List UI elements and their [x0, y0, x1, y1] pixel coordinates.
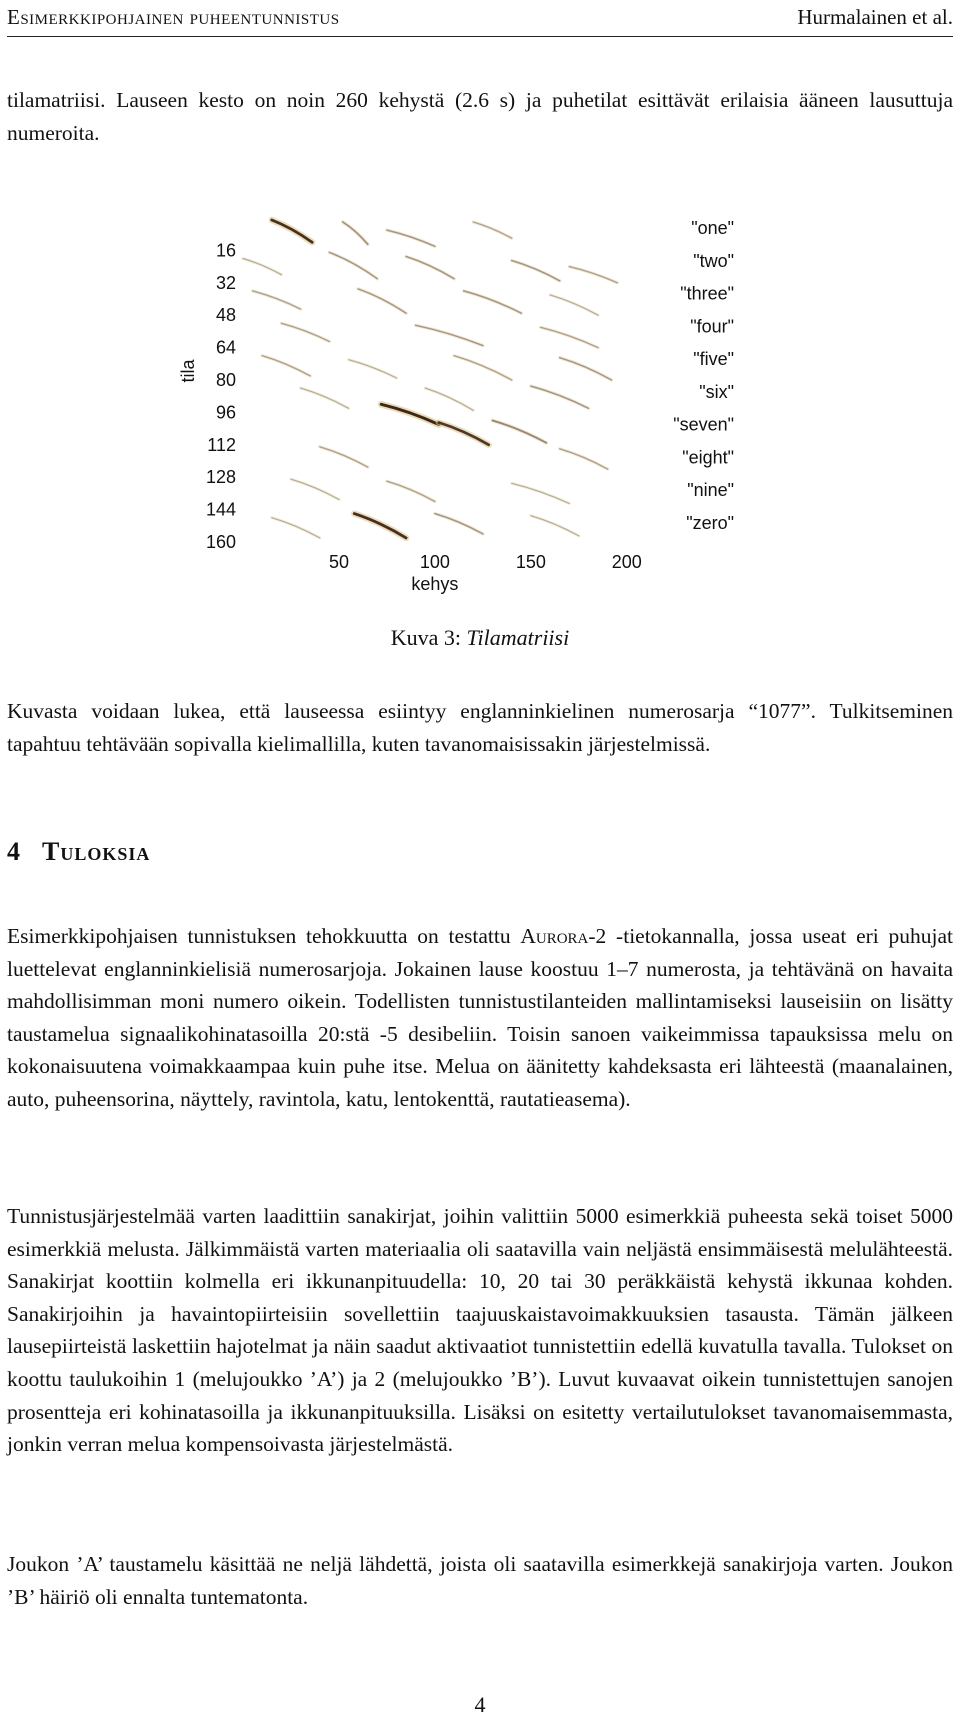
activation-halo — [454, 356, 512, 380]
word-label: "two" — [693, 250, 734, 271]
word-label: "six" — [699, 381, 734, 402]
y-axis-label: tila — [178, 359, 198, 383]
y-tick-label: 80 — [215, 370, 236, 390]
paragraph-2-start: Esimerkkipohjaisen tunnistuksen tehokkuutta on testattu — [7, 924, 521, 948]
activation-halo — [358, 289, 406, 313]
y-tick-label: 16 — [215, 240, 236, 261]
caption-title: Tilamatriisi — [466, 625, 570, 650]
paragraph-4: Joukon ’A’ taustamelu käsittää ne neljä lähdettä, joista oli saatavilla esimerkkejä sanakirjoja varten. Joukon ’B’ häiriö oli ennalta tuntematonta. — [7, 1552, 953, 1609]
activation-halo — [531, 516, 579, 536]
activation-halo — [272, 518, 320, 538]
y-tick-label: 160 — [205, 532, 236, 552]
x-tick-label: 150 — [515, 552, 546, 572]
page-number: 4 — [474, 1692, 486, 1717]
y-tick-label: 128 — [205, 467, 236, 488]
word-label: "eight" — [682, 447, 734, 468]
y-tick-label: 144 — [205, 499, 236, 520]
activation-halo — [291, 479, 339, 499]
word-label: "three" — [680, 283, 734, 304]
activation-halo — [550, 295, 598, 315]
caption-prefix: Kuva 3: — [390, 625, 467, 650]
word-label: "zero" — [686, 512, 734, 533]
activation-halo — [425, 388, 473, 410]
activation-halo — [512, 483, 570, 503]
word-label: "seven" — [673, 414, 734, 435]
header-rule — [7, 36, 953, 37]
y-tick-label: 48 — [215, 305, 236, 326]
activation-halo — [301, 388, 349, 408]
y-tick-label: 64 — [215, 337, 236, 358]
paragraph-2 — [7, 920, 953, 1116]
x-tick-label: 200 — [611, 552, 642, 572]
y-tick-label: 112 — [207, 434, 236, 455]
header-authors: Hurmalainen et al. — [797, 5, 953, 29]
word-label: "nine" — [687, 480, 734, 501]
activation-halo — [349, 360, 397, 378]
activation-halo — [406, 257, 454, 279]
figure-caption — [0, 623, 960, 653]
activation-streak — [381, 404, 439, 424]
activation-halo — [464, 291, 522, 313]
word-label: "five" — [693, 349, 734, 370]
activation-halo — [560, 358, 612, 380]
section-title: Tuloksia — [42, 837, 151, 866]
section-number: 4 — [7, 837, 20, 866]
word-label: "four" — [690, 316, 734, 337]
x-tick-label: 100 — [419, 552, 450, 572]
x-axis-label: kehys — [411, 574, 459, 594]
figure-state-matrix — [0, 210, 960, 610]
activation-halo — [541, 327, 599, 347]
word-label: "one" — [691, 218, 734, 238]
paragraph-2-rest: -2 -tietokannalla, jossa useat eri puhujat luettelevat englanninkielisiä numerosarjoja. Jokainen lause koostuu 1–7 numerosta, ja tehtävänä on havaita mahdollisimman moni numero oikein. Todellisten tunnistustilanteiden mallintamiseksi lauseisiin on lisätty taustamelua signaalikohinatasoilla 20:stä -5 desibeliin. Toisin sanoen vaikeimmissa tapauksissa melu on kokonaisuutena voimakkaampaa kuin puhe itse. Melua on äänitetty kahdeksasta eri lähteestä (maanalainen, auto, puheensorina, näyttely, ravintola, katu, lentokenttä, rautatieasema). — [7, 924, 953, 1111]
aurora-name: Aurora — [520, 924, 589, 948]
activation-halo — [531, 386, 589, 408]
state-matrix-chart — [0, 210, 960, 610]
section-heading — [7, 835, 150, 869]
paragraph-3: Tunnistusjärjestelmää varten laadittiin sanakirjat, joihin valittiin 5000 esimerkkiä puheesta sekä toiset 5000 esimerkkiä melusta. Jälkimmäistä varten materiaalia oli saatavilla vain neljästä ensimmäisestä melulähteestä. Sanakirjat koottiin kolmella eri ikkunanpituudella: 10, 20 tai 30 peräkkäistä kehystä ikkunaa kohden. Sanakirjoihin ja havaintopiirteisiin sovellettiin taajuuskaistavoimakkuuksien tasausta. Tämän jälkeen lausepiirteistä laskettiin hajotelmat ja näin saadut aktivaatiot tunnistettiin edellä kuvatulla tavalla. Tulokset on koottu taulukoihin 1 (melujoukko ’A’) ja 2 (melujoukko ’B’). Luvut kuvaavat oikein tunnistettujen sanojen prosentteja eri kohinatasoilla ja ikkunanpituuksilla. Lisäksi on esitetty vertailutulokset tavanomaisemmasta, jonkin verran melua kompensoivasta järjestelmästä. — [7, 1204, 953, 1457]
y-tick-label: 32 — [215, 272, 236, 293]
heatmap-layer — [243, 220, 617, 538]
y-tick-label: 96 — [215, 402, 236, 423]
header-title: Esimerkkipohjainen puheentunnistus — [7, 5, 340, 29]
running-header — [7, 2, 953, 34]
paragraph-1: Kuvasta voidaan lukea, että lauseessa esiintyy englanninkielinen numerosarja “1077”. Tulkitseminen tapahtuu tehtävään sopivalla kielimallilla, kuten tavanomaisissakin järjestelmissä. — [7, 699, 953, 756]
intro-paragraph: tilamatriisi. Lauseen kesto on noin 260 kehystä (2.6 s) ja puhetilat esittävät erilaisia ääneen lausuttuja numeroita. — [7, 88, 953, 145]
axes-layer — [178, 218, 734, 594]
activation-halo — [329, 252, 377, 278]
x-tick-label: 50 — [328, 552, 350, 572]
